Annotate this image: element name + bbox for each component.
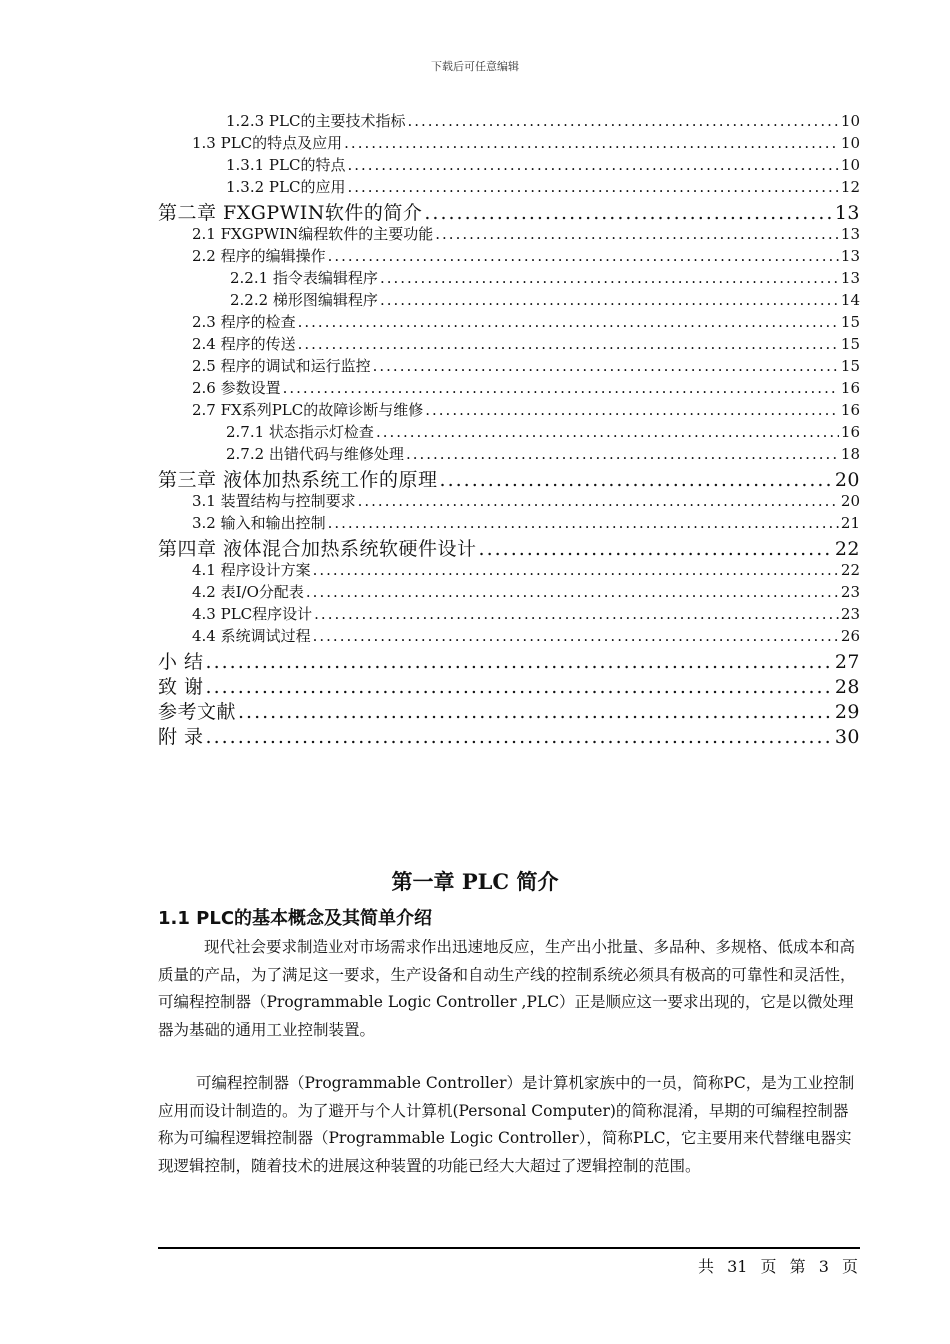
toc-entry-page: 16 xyxy=(840,401,860,419)
toc-entry-page: 16 xyxy=(840,423,860,441)
toc-entry-label: 4.3 PLC程序设计 xyxy=(192,605,313,623)
toc-entry[interactable] xyxy=(158,625,860,647)
toc-leader-dots xyxy=(314,605,839,623)
toc-leader-dots xyxy=(479,538,833,559)
toc-leader-dots xyxy=(298,313,839,331)
toc-entry[interactable] xyxy=(158,267,860,289)
toc-leader-dots xyxy=(313,627,839,645)
toc-leader-dots xyxy=(406,445,839,463)
toc-entry-label: 2.2.1 指令表编辑程序 xyxy=(230,269,378,287)
toc-entry-page: 10 xyxy=(840,156,860,174)
toc-entry[interactable] xyxy=(158,421,860,443)
toc-leader-dots xyxy=(344,134,839,152)
toc-entry-page: 23 xyxy=(840,605,860,623)
toc-entry-label: 3.2 输入和输出控制 xyxy=(192,514,326,532)
toc-entry[interactable] xyxy=(158,465,860,490)
toc-leader-dots xyxy=(328,514,839,532)
toc-entry-page: 20 xyxy=(834,469,860,490)
toc-entry-label: 小 结 xyxy=(158,651,204,672)
toc-entry-label: 1.3.2 PLC的应用 xyxy=(226,178,346,196)
toc-entry[interactable] xyxy=(158,289,860,311)
toc-entry-page: 22 xyxy=(834,538,860,559)
toc-leader-dots xyxy=(376,423,839,441)
page-footer: 共 31 页 第 3 页 xyxy=(698,1257,858,1276)
toc-entry[interactable] xyxy=(158,672,860,697)
header-note: 下载后可任意编辑 xyxy=(431,60,519,73)
toc-entry-label: 4.1 程序设计方案 xyxy=(192,561,311,579)
toc-entry[interactable] xyxy=(158,559,860,581)
toc-entry-label: 2.7 FX系列PLC的故障诊断与维修 xyxy=(192,401,424,419)
toc-entry-page: 26 xyxy=(840,627,860,645)
toc-entry-page: 20 xyxy=(840,492,860,510)
toc-leader-dots xyxy=(206,651,833,672)
toc-entry[interactable] xyxy=(158,399,860,421)
toc-entry-label: 1.2.3 PLC的主要技术指标 xyxy=(226,112,406,130)
toc-leader-dots xyxy=(313,561,839,579)
toc-leader-dots xyxy=(306,583,839,601)
toc-entry-page: 14 xyxy=(840,291,860,309)
paragraph-1 xyxy=(158,934,858,1044)
toc-entry-page: 13 xyxy=(834,202,860,223)
toc-entry-page: 15 xyxy=(840,335,860,353)
toc-entry[interactable] xyxy=(158,534,860,559)
toc-entry-page: 15 xyxy=(840,313,860,331)
toc-leader-dots xyxy=(424,202,832,223)
toc-entry-page: 21 xyxy=(840,514,860,532)
toc-entry-label: 4.4 系统调试过程 xyxy=(192,627,311,645)
footer-divider xyxy=(158,1247,860,1249)
toc-entry-label: 2.5 程序的调试和运行监控 xyxy=(192,357,371,375)
toc-entry-label: 3.1 装置结构与控制要求 xyxy=(192,492,356,510)
toc-leader-dots xyxy=(435,225,839,243)
toc-entry-page: 12 xyxy=(840,178,860,196)
toc-entry[interactable] xyxy=(158,154,860,176)
toc-entry-page: 18 xyxy=(840,445,860,463)
toc-entry[interactable] xyxy=(158,132,860,154)
toc-leader-dots xyxy=(328,247,839,265)
toc-entry[interactable] xyxy=(158,198,860,223)
toc-entry-page: 10 xyxy=(840,112,860,130)
toc-entry-page: 13 xyxy=(840,225,860,243)
toc-leader-dots xyxy=(380,269,839,287)
toc-entry[interactable] xyxy=(158,722,860,747)
toc-entry-page: 29 xyxy=(834,701,860,722)
toc-entry-label: 第四章 液体混合加热系统软硬件设计 xyxy=(158,538,477,559)
toc-entry-page: 23 xyxy=(840,583,860,601)
toc-entry-page: 28 xyxy=(834,676,860,697)
toc-entry[interactable] xyxy=(158,110,860,132)
toc-entry-page: 13 xyxy=(840,247,860,265)
toc-entry-label: 1.3.1 PLC的特点 xyxy=(226,156,346,174)
toc-entry[interactable] xyxy=(158,176,860,198)
toc-entry-label: 2.7.1 状态指示灯检查 xyxy=(226,423,374,441)
toc-entry-page: 10 xyxy=(840,134,860,152)
toc-leader-dots xyxy=(380,291,839,309)
toc-leader-dots xyxy=(373,357,839,375)
toc-leader-dots xyxy=(206,676,833,697)
toc-entry[interactable] xyxy=(158,443,860,465)
toc-entry[interactable] xyxy=(158,490,860,512)
toc-entry-label: 2.1 FXGPWIN编程软件的主要功能 xyxy=(192,225,434,243)
toc-entry-label: 1.3 PLC的特点及应用 xyxy=(192,134,343,152)
toc-entry-label: 附 录 xyxy=(158,726,204,747)
toc-entry-label: 2.3 程序的检查 xyxy=(192,313,296,331)
toc-entry-label: 2.2.2 梯形图编辑程序 xyxy=(230,291,378,309)
toc-entry-label: 2.7.2 出错代码与维修处理 xyxy=(226,445,404,463)
paragraph-2-text: 可编程控制器（Programmable Controller）是计算机家族中的一员，简称PC，是为工业控制应用而设计制造的。为了避开与个人计算机(Personal Computer)的简称混淆，早期的可编程控制器称为可编程逻辑控制器（Programmable Logic Controller），简称PLC，它主要用来代替继电器实现逻辑控制，随着技术的进展这种装置的功能已经大大超过了逻辑控制的范围。 xyxy=(158,1074,855,1175)
paragraph-1-text: 现代社会要求制造业对市场需求作出迅速地反应，生产出小批量、多品种、多规格、低成本和高质量的产品，为了满足这一要求，生产设备和自动生产线的控制系统必须具有极高的可靠性和灵活性，可编程控制器（Programmable Logic Controller ,PLC）正是顺应这一要求出现的，它是以微处理器为基础的通用工业控制装置。 xyxy=(158,938,856,1039)
toc-entry[interactable] xyxy=(158,603,860,625)
toc-entry-page: 15 xyxy=(840,357,860,375)
toc-entry-page: 22 xyxy=(840,561,860,579)
table-of-contents xyxy=(158,110,860,747)
toc-leader-dots xyxy=(358,492,839,510)
chapter-title: 第一章 PLC 简介 xyxy=(391,869,559,894)
toc-entry[interactable] xyxy=(158,697,860,722)
toc-leader-dots xyxy=(347,178,838,196)
toc-entry[interactable] xyxy=(158,377,860,399)
toc-entry[interactable] xyxy=(158,647,860,672)
toc-entry[interactable] xyxy=(158,355,860,377)
toc-leader-dots xyxy=(347,156,838,174)
toc-entry-label: 4.2 表I/O分配表 xyxy=(192,583,304,601)
toc-leader-dots xyxy=(283,379,839,397)
toc-entry-label: 参考文献 xyxy=(158,701,237,722)
paragraph-2 xyxy=(158,1070,858,1180)
toc-leader-dots xyxy=(440,469,833,490)
toc-entry-label: 2.4 程序的传送 xyxy=(192,335,296,353)
toc-entry-page: 13 xyxy=(840,269,860,287)
toc-entry[interactable] xyxy=(158,333,860,355)
toc-entry-label: 第三章 液体加热系统工作的原理 xyxy=(158,469,438,490)
toc-entry[interactable] xyxy=(158,311,860,333)
toc-entry-label: 致 谢 xyxy=(158,676,204,697)
toc-entry-label: 第二章 FXGPWIN软件的简介 xyxy=(158,202,423,223)
toc-leader-dots xyxy=(425,401,839,419)
toc-entry-label: 2.6 参数设置 xyxy=(192,379,281,397)
toc-entry-page: 30 xyxy=(834,726,860,747)
toc-leader-dots xyxy=(298,335,839,353)
toc-leader-dots xyxy=(206,726,833,747)
toc-entry[interactable] xyxy=(158,245,860,267)
toc-leader-dots xyxy=(407,112,838,130)
section-title: 1.1 PLC的基本概念及其简单介绍 xyxy=(158,908,433,929)
toc-entry-page: 27 xyxy=(834,651,860,672)
toc-entry-page: 16 xyxy=(840,379,860,397)
toc-entry[interactable] xyxy=(158,512,860,534)
toc-entry[interactable] xyxy=(158,581,860,603)
toc-entry[interactable] xyxy=(158,223,860,245)
toc-leader-dots xyxy=(238,701,833,722)
toc-entry-label: 2.2 程序的编辑操作 xyxy=(192,247,326,265)
